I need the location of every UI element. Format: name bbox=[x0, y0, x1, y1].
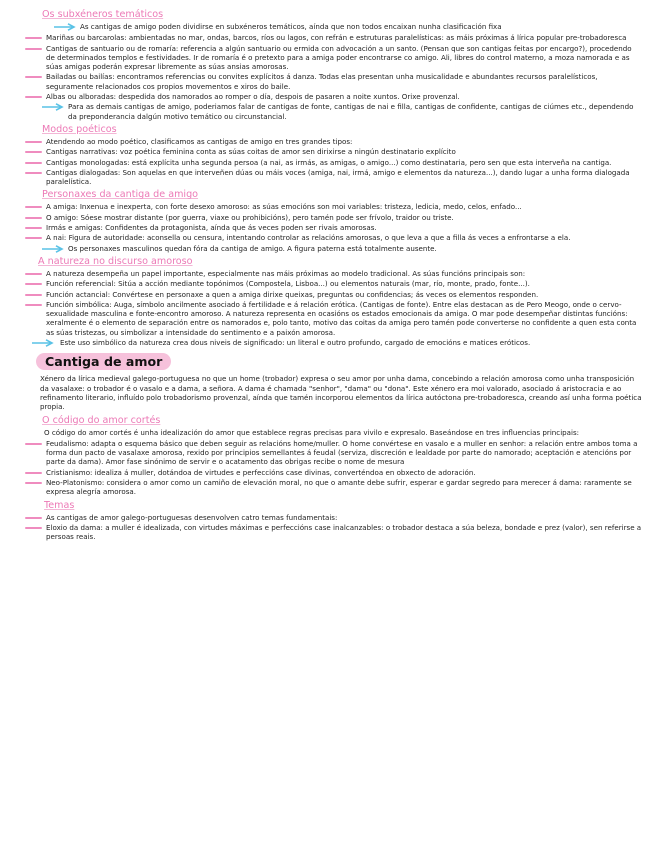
courtly-love-paragraph: O código do amor cortés é unha idealización do amor que establece regras precisas para vivilo e expresalo. Baseándose en tres influencias principais: bbox=[44, 427, 580, 437]
dash-bullet bbox=[25, 227, 42, 229]
list-item: Cantigas de santuario ou de romaría: referencia a algún santuario ou ermida con advocación a un santo. (Pensan que son cantigas feitas por encargo?), procedendo de determinados templos e festividades. Ir de romaría é o pretexto para a amiga poder encontrarse co amigo. Ali, libres do control materno, a moza namorada e as súas amigas poderán expresar libremente as súas ansias amorosas. bbox=[22, 44, 642, 72]
dash-bullet bbox=[25, 162, 42, 164]
nature-note: Este uso simbólico da natureza crea dous niveis de significado: un literal e outro profundo, cargado de emocións e matices eróticos. bbox=[22, 338, 642, 347]
section-heading-poetic-modes: Modos poéticos bbox=[42, 123, 117, 135]
dash-bullet bbox=[25, 283, 42, 285]
list-item: As cantigas de amor galego-portuguesas desenvolven catro temas fundamentais: bbox=[22, 513, 642, 522]
section-heading-nature: A natureza no discurso amoroso bbox=[38, 255, 193, 267]
list-item: Cantigas monologadas: está explícita unha segunda persoa (a nai, as irmás, as amigas, o amigo...) como destinataria, pero sen que esta interveña na cantiga. bbox=[22, 158, 642, 167]
dash-bullet bbox=[25, 443, 42, 445]
list-item: Cantigas dialogadas: Son aquelas en que interveñen dúas ou máis voces (amiga, nai, irmá, amigo e elementos da natureza...), dando lugar a unha forma dialogada paralelística. bbox=[22, 168, 642, 187]
list-item: A amiga: Inxenua e inexperta, con forte desexo amoroso: as súas emocións son moi variables: tristeza, ledicia, medo, celos, enfado... bbox=[22, 202, 642, 211]
section-heading-themes: Temas bbox=[44, 499, 75, 511]
list-item: A natureza desempeña un papel importante, especialmente nas máis próximas ao modelo tradicional. As súas funcións principais son: bbox=[22, 269, 642, 278]
list-item: O amigo: Sóese mostrar distante (por guerra, viaxe ou prohibicións), pero tamén pode ser frívolo, traidor ou triste. bbox=[22, 213, 642, 222]
characters-note: Os personaxes masculinos quedan fóra da cantiga de amigo. A figura paterna está totalmente ausente. bbox=[22, 244, 642, 253]
dash-bullet bbox=[25, 482, 42, 484]
dash-bullet bbox=[25, 141, 42, 143]
dash-bullet bbox=[25, 217, 42, 219]
subgenres-intro: As cantigas de amigo poden dividirse en subxéneros temáticos, aínda que non todos encaixan nunha clasificación fixa bbox=[22, 22, 642, 31]
list-item: Función simbólica: Auga, símbolo ancilmente asociado á fertilidade e á relación erótica. (Cantigas de fonte). Entre elas destacan as de Pero Meogo, onde o cervo-sexualidade masculina e fonte-encontro amoroso. A natureza representa en ocasións os estados emocionais da amiga. O mar pode desempeñar distintas funcións: xeralmente é o elemento de separación entre os namorados e, polo tanto, motivo das coitas da amiga pero tamén pode converterse no confidente a quen esta conta as súas tristezas, ou simbolizar a intensidade do sentimento e a paixón amorosa. bbox=[22, 300, 642, 337]
dash-bullet bbox=[25, 304, 42, 306]
section-heading-courtly-love: O código do amor cortés bbox=[42, 414, 161, 426]
dash-bullet bbox=[25, 76, 42, 78]
dash-bullet bbox=[25, 206, 42, 208]
dash-bullet bbox=[25, 172, 42, 174]
dash-bullet bbox=[25, 96, 42, 98]
list-item: Función actancial: Convértese en personaxe a quen a amiga dirixe queixas, preguntas ou confidencias; ás veces os elementos responden. bbox=[22, 290, 642, 299]
list-item: Atendendo ao modo poético, clasificamos as cantigas de amigo en tres grandes tipos: bbox=[22, 137, 642, 146]
list-item: Neo-Platonismo: considera o amor como un camiño de elevación moral, no que o amante debe sufrir, esperar e gardar segredo para merecer á dama: raramente se expresa alegría amorosa. bbox=[22, 478, 642, 497]
dash-bullet bbox=[25, 48, 42, 50]
dash-bullet bbox=[25, 37, 42, 39]
list-item: Función referencial: Sitúa a acción mediante topónimos (Compostela, Lisboa...) ou elementos naturais (mar, río, monte, prado, fonte...). bbox=[22, 279, 642, 288]
dash-bullet bbox=[25, 294, 42, 296]
arrow-icon bbox=[42, 245, 64, 253]
list-item: Bailadas ou bailías: encontramos referencias ou convites explícitos á danza. Todas elas presentan unha musicalidade e abundantes recursos paralelísticos, seguramente relacionados cos propios movementos e xiros do baile. bbox=[22, 72, 642, 91]
list-item: Cantigas narrativas: voz poética feminina conta as súas coitas de amor sen dirixirse a ningún destinatario explícito bbox=[22, 147, 642, 156]
dash-bullet bbox=[25, 527, 42, 529]
list-item: Irmás e amigas: Confidentes da protagonista, aínda que ás veces poden ser rivais amorosas. bbox=[22, 223, 642, 232]
dash-bullet bbox=[25, 151, 42, 153]
subgenres-note: Para as demais cantigas de amigo, poderiamos falar de cantigas de fonte, cantigas de nai e filla, cantigas de confidente, cantigas de ciúmes etc., dependendo da preponderancia dalgún motivo temático ou circunstancial. bbox=[22, 102, 642, 121]
section-heading-characters: Personaxes da cantiga de amigo bbox=[42, 189, 199, 201]
arrow-icon bbox=[52, 23, 78, 31]
list-item: Eloxio da dama: a muller é idealizada, con virtudes máximas e perfeccións case inalcanzables: o trobador destaca a súa beleza, bondade e prez (valor), sen referirse a persoas reais. bbox=[22, 523, 642, 542]
arrow-icon bbox=[30, 339, 56, 347]
list-item: Feudalismo: adapta o esquema básico que deben seguir as relacións home/muller. O home convértese en vasalo e a muller en senhor: a relación entre ambos toma a forma dun pacto de vasalaxe amorosa, rexido por principios semellantes á feudal (serviza, discreción e lealdade por parte do namorado; aceptación e atencións por parte da dama). Amor fase sinónimo de servir e o acatamento das obrigas recibe o nome de mesura bbox=[22, 439, 642, 467]
section-title-cantiga-de-amor: Cantiga de amor bbox=[36, 353, 171, 370]
list-item: Albas ou alboradas: despedida dos namorados ao romper o día, despois de pasaren a noite xuntos. Orixe provenzal. bbox=[22, 92, 642, 101]
dash-bullet bbox=[25, 273, 42, 275]
dash-bullet bbox=[25, 237, 42, 239]
list-item: A nai: Figura de autoridade: aconsella ou censura, intentando controlar as relacións amorosas, o que leva a que a filla ás veces a enfrontarse a ela. bbox=[22, 233, 642, 242]
cantiga-de-amor-paragraph: Xénero da lírica medieval galego-portuguesa no que un home (trobador) expresa o seu amor por unha dama, concebindo a relación amorosa como unha transposición da vasalaxe: o trobador é o vasalo e a dama, a señora. A dama é chamada "senhor", "dama" ou "dona". Este xénero era moi valorado, asociado á aristocracia e ao refinamento literario, influído polo trobadorismo provenzal, aínda que tamén incorporou elementos da lírica autóctona pre-trobadoresca, creando así unha forma poética propia. bbox=[40, 374, 642, 412]
section-heading-subgenres: Os subxéneros temáticos bbox=[42, 9, 164, 20]
list-item: Cristianismo: idealiza á muller, dotándoa de virtudes e perfeccións case divinas, converténdoa en obxecto de adoración. bbox=[22, 468, 642, 477]
dash-bullet bbox=[25, 472, 42, 474]
arrow-icon bbox=[42, 103, 64, 111]
dash-bullet bbox=[25, 517, 42, 519]
list-item: Mariñas ou barcarolas: ambientadas no mar, ondas, barcos, ríos ou lagos, con refrán e estruturas paralelísticas: as máis próximas á lírica popular pre-trobadoresca bbox=[22, 33, 642, 42]
